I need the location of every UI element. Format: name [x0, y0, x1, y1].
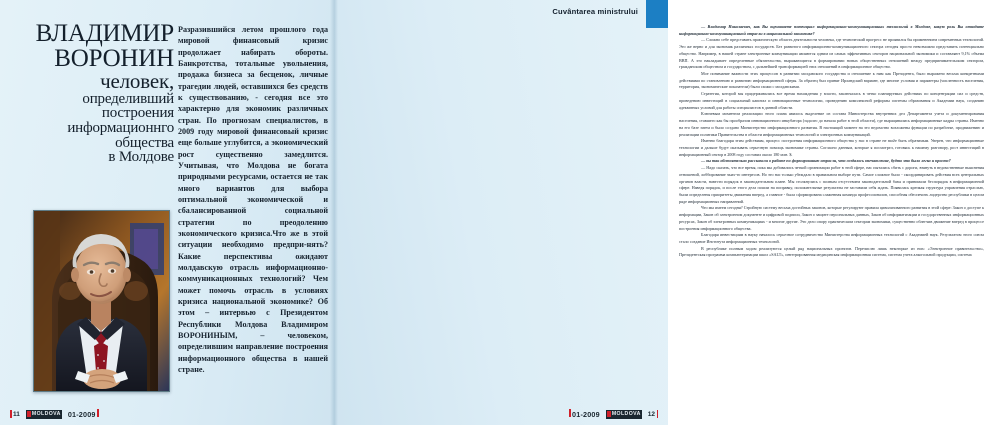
right-issue-label — [569, 409, 600, 419]
right-page — [334, 0, 984, 425]
interview-answer: Мое понимание важности этих процессов в развитии молдавского государства и отношение к ним как Президента, было выражено весьма конкретными действиями по становлению и развитию информационной сферы. За образец был принят Ирландский вариант, где многие условия и параметры (численность населения, территория, экономические показатели) были схожи с молдавскими. — [679, 71, 984, 90]
interview-question: — Владимир Николаевич, как Вы оцениваете потенциал информационно-коммуникационных технологий в Молдове, какую роль Вы отводите информационно-коммуникационной отрасли в национальной экономике? — [679, 24, 984, 36]
section-color-tab — [646, 0, 668, 28]
headline-line-2: ВОРОНИН — [54, 44, 174, 72]
left-page-number-group — [10, 410, 20, 418]
interview-answer: Что мы имеем сегодня? Стройную систему весьма достойных законов, которые регулируют правила цивилизованного развития в этой сфере: Закон о доступе к информации, Закон об электронном документе и цифровой подписи, Закон о защите персональных данных, Закон об информатизации и государственных информационных ресурсах, Закон об электронных коммуникациях - и многие другие. Это дело опору практическим секторам экономики, существенно облегчив движение вперед в процессе построения информационного общества. — [679, 205, 984, 231]
interview-answer: — Сложно себе представить практическую область деятельности человека, где технический прогресс не проявился бы применением современных технологий. Это же верно и для экономик различных государств. Без развитого информационно-коммуникационного сектора сегодня просто невозможно представить потенциально общество. Например, в нашей стране электронные коммуникации являются одним из самых эффективных секторов национальной экономики и составляют 9,1% объема ВВП. А это накладывает определенные обязательства, выражающиеся в формировании новых общественных отношений между предпринимательским сектором, гражданским обществом и государством, с дальнейшей трансформацией этих отношений в информационное общество. — [679, 37, 984, 70]
logo-text-right: MOLDOVA — [611, 411, 641, 417]
headline-line-4: определивший — [82, 90, 174, 107]
headline-line-8: в Молдове — [108, 149, 174, 166]
interview-answer: Именно благодаря этим действиям, процесс построения информационного общества у нас в стране не može быть обратимым. Уверен, что информационные технологии и дальше будут оказывать серьезную помощь экономике страны. Согласно данным, которые я посмотрел, готовясь к нашему разговору, рост инвестиций в информационный сектор в 2008 году составил около 180 млн. $. — [679, 138, 984, 157]
left-issue-label — [68, 409, 99, 419]
rule-mark — [10, 410, 12, 418]
logo-text: MOLDOVA — [31, 411, 61, 417]
headline-line-1: ВЛАДИМИР — [35, 20, 174, 47]
logo-square-icon — [27, 411, 31, 417]
left-page-footer — [10, 409, 99, 419]
headline-line-3: человек, — [100, 69, 174, 93]
headline-line-6: информационнго — [67, 119, 174, 136]
rule-mark-start — [569, 409, 571, 417]
lead-paragraph: Разразившийся летом прошлого года мировой финансовый кризис продолжает набирать обороты. Банкротства, тотальные увольнения, продажа бизнеса за бесценок, личные трагедии людей, оставшихся без средств к существованию, - сегодня все это характерно для экономик различных стран. По прогнозам специалистов, в 2009 году мировой финансовый кризис еще больше углубится, а экономический рост существенно замедлится. Учитывая, что Молдова не богата природными ресурсами, остается не так много вариантов для выбора оптимальной экономической и сбалансированной социальной стратегии по преодолению экономического кризиса.Что же в этой ситуации необходимо предпри-нять? Какие перспективы ожидают молдавскую отрасль информационно-коммуникационных технологий? Чем может помочь отрасль в условиях кризиса национальной экономике? Об этом – интервью с Президентом Республики Молдова Владимиром ВОРОНИНЫМ, – человеком, определившим направление построения информационного общества в нашей стране. — [178, 25, 328, 374]
interview-answer: Стратегия, которой мы придерживались все время нахождения у власти, заключалась в четко планируемых действиях по концентрации сил и средств, проведению инвестиций в социальный капитал и инновационные технологии, проведению комплексной реформы системы образования и Академии наук, созданию адекватных условий для работы специалистов в данной области. — [679, 91, 984, 110]
magazine-logo — [26, 410, 62, 419]
right-issue-text: 01-2009 — [572, 410, 600, 419]
right-page-footer — [569, 409, 658, 419]
headline-line-7: общества — [115, 134, 174, 151]
right-page-number-group — [648, 410, 658, 418]
rule-mark-end — [97, 409, 99, 417]
right-page-body — [679, 24, 984, 259]
logo-square-icon-right — [607, 411, 611, 417]
interview-answer: Благодаря инвестициям в науку началось серьезное сотрудничество Министерства информационных технологий с Академией наук. Результатом этого союза стало создание Института информационных технологий. — [679, 232, 984, 244]
left-issue-text: 01-2009 — [67, 410, 96, 419]
rule-mark-2 — [657, 410, 659, 418]
lead-column — [178, 24, 328, 375]
right-page-number: 12 — [647, 410, 655, 418]
interview-answer: — Надо сказать, что все время, пока мы добивались четкой организации работ в этой сфере, нас пытались сбить с дороги, втянуть в ведомственные выяснения отношений, лоббирование чьих-то интересов. Но это нас только убеждало в правильном выборе пути. Самое сложное было - скоординировать действия всех центральных органов власти, навести порядок в законодательном плане. Мы столкнулись с полным отсутствием законодательной базы и принимали беспорядок в информационной сфере. Наведя порядок, и после этого дела пошли на поправку, положительные результаты не заставили себя ждать. Появилась крепкая структура управления отраслью, были определены приоритеты движения вперед, а главное - была сформирована слаженная команда профессионалов, способная обеспечить лидерство республики в целом ряде информационных направлений. — [679, 165, 984, 204]
interview-answer: Ключевым моментом реализации этого плана явилось выделение из состава Министерства внутренних дел Департамента учета и документирования населения, ставшего как бы прообразом инновационного инкубатора (задолго до начала работ в этой области), где выращивались информационные кадры страны. Именно на его базе затем и было создано Министерство информационного развития. В настоящий момент на это ведомство возложены функции по разработке, продвижению и реализации политики Правительства в области информационных технологий и электронных коммуникаций. — [679, 111, 984, 137]
article-headline — [18, 22, 174, 165]
portrait-photo-image — [34, 211, 169, 391]
left-page — [0, 0, 334, 425]
portrait-photo — [33, 210, 170, 392]
headline-line-5: построения — [101, 105, 174, 122]
interview-answer: В республике полным ходом реализуются целый ряд национальных проектов. Перечислю лишь некоторые из них: «Электронное правительство», Президентская программа компьютеризации школ «SALT», интегрированная медицинская информационная система, система учета алкогольной продукции, система — [679, 245, 984, 258]
section-header-title: Cuvântarea ministrului — [552, 7, 638, 16]
left-page-number: 11 — [13, 410, 20, 418]
interview-question: — вы так обстоятельно рассказали о работе по формированию отрасли, что создалось впечатление, будто это было легко и просто? — [701, 158, 951, 164]
magazine-logo-right — [606, 410, 642, 419]
